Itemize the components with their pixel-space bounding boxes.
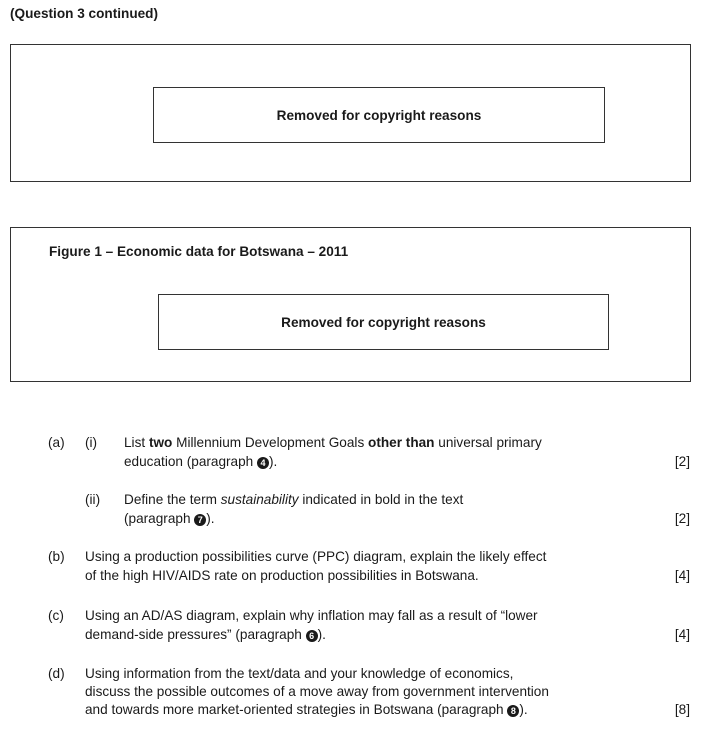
question-a-ii-line2: (paragraph 7 ).	[124, 511, 215, 526]
copyright-removed-notice: Removed for copyright reasons	[153, 87, 605, 143]
question-b-marks: [4]	[674, 568, 690, 583]
figure-copyright-removed-notice: Removed for copyright reasons	[158, 294, 609, 350]
question-a-i-line1: List two Millennium Development Goals other than universal primary	[124, 435, 542, 450]
question-b-line1: Using a production possibilities curve (PPC) diagram, explain the likely effect	[85, 549, 547, 564]
figure-title: Figure 1 – Economic data for Botswana – 2011	[49, 244, 349, 259]
question-d-line2: discuss the possible outcomes of a move away from government intervention	[85, 684, 549, 699]
question-d-label: (d)	[48, 666, 65, 681]
paragraph-ref-marker: 7	[194, 514, 206, 526]
question-a-label: (a)	[48, 435, 65, 450]
question-b-label: (b)	[48, 549, 65, 564]
question-c-line2: demand-side pressures” (paragraph 6 ).	[85, 627, 326, 642]
question-a-ii-marks: [2]	[674, 511, 690, 526]
question-a-ii-line1: Define the term sustainability indicated in bold in the text	[124, 492, 464, 507]
question-a-i-label: (i)	[85, 435, 98, 450]
question-c-label: (c)	[48, 608, 64, 623]
question-d-marks: [8]	[674, 702, 690, 717]
question-d-line3: and towards more market-oriented strategies in Botswana (paragraph 8 ).	[85, 702, 528, 717]
paragraph-ref-marker: 6	[306, 630, 318, 642]
question-a-ii-label: (ii)	[85, 492, 101, 507]
question-continued-heading: (Question 3 continued)	[10, 6, 159, 21]
question-a-i-marks: [2]	[674, 454, 690, 469]
question-b-line2: of the high HIV/AIDS rate on production possibilities in Botswana.	[85, 568, 479, 583]
question-a-i-line2: education (paragraph 4 ).	[124, 454, 278, 469]
question-c-line1: Using an AD/AS diagram, explain why inflation may fall as a result of “lower	[85, 608, 538, 623]
question-d-line1: Using information from the text/data and your knowledge of economics,	[85, 666, 514, 681]
paragraph-ref-marker: 4	[257, 457, 269, 469]
paragraph-ref-marker: 8	[507, 705, 519, 717]
question-c-marks: [4]	[674, 627, 690, 642]
